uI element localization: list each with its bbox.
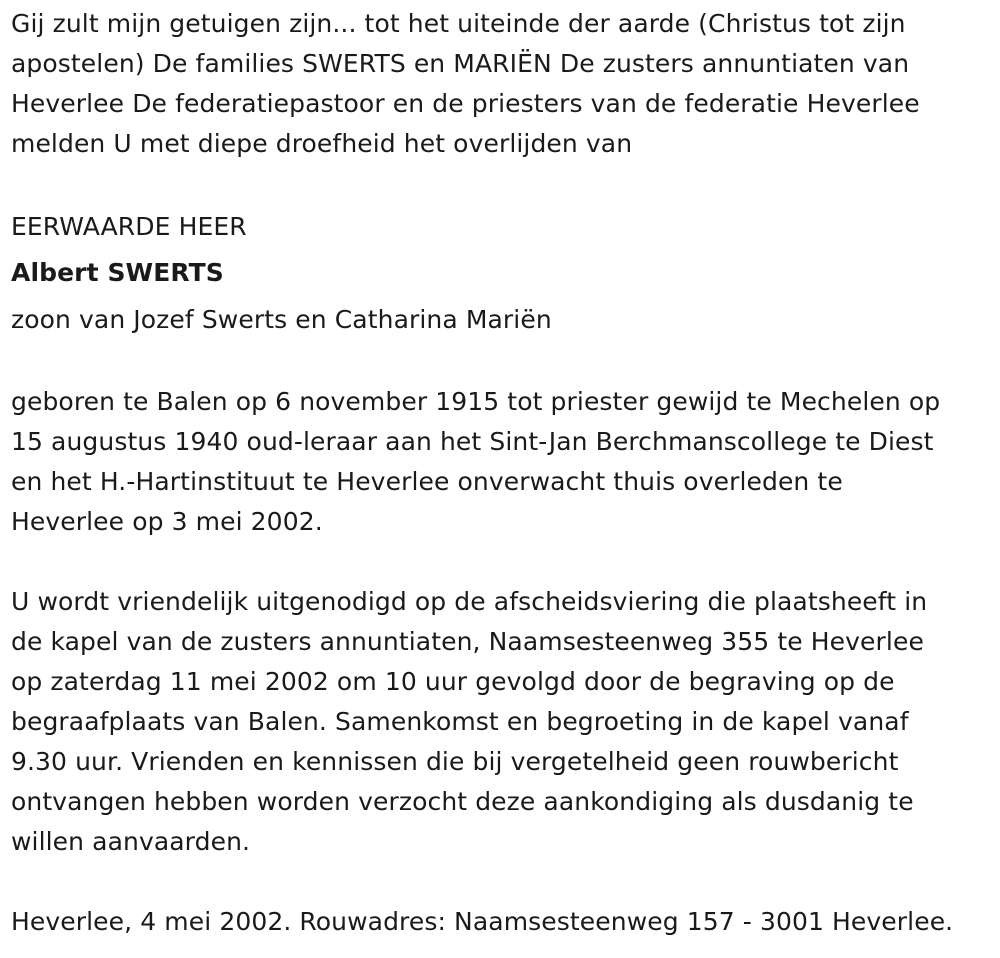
obituary-document	[11, 4, 996, 942]
paragraph-spacer	[11, 542, 996, 582]
deceased-parents: zoon van Jozef Swerts en Catharina Mariën	[11, 305, 552, 334]
paragraph-spacer	[11, 862, 996, 902]
ceremony-line: begraafplaats van Balen. Samenkomst en begroeting in de kapel vanaf	[11, 707, 909, 736]
ceremony-line: de kapel van de zusters annuntiaten, Naamsesteenweg 355 te Heverlee	[11, 627, 924, 656]
intro-line: Heverlee De federatiepastoor en de priesters van de federatie Heverlee	[11, 89, 920, 118]
paragraph-spacer	[11, 164, 996, 204]
intro-line: Gij zult mijn getuigen zijn... tot het uiteinde der aarde (Christus tot zijn	[11, 9, 906, 38]
biography-line: Heverlee op 3 mei 2002.	[11, 507, 323, 536]
ceremony-paragraph	[11, 582, 996, 862]
intro-line: melden U met diepe droefheid het overlijden van	[11, 129, 633, 158]
biography-paragraph	[11, 382, 996, 542]
intro-paragraph	[11, 4, 996, 164]
deceased-name: Albert SWERTS	[11, 258, 224, 287]
ceremony-line: willen aanvaarden.	[11, 827, 251, 856]
biography-line: 15 augustus 1940 oud-leraar aan het Sint-Jan Berchmanscollege te Diest	[11, 427, 934, 456]
footer-address: Heverlee, 4 mei 2002. Rouwadres: Naamsesteenweg 157 - 3001 Heverlee.	[11, 907, 954, 936]
ceremony-line: op zaterdag 11 mei 2002 om 10 uur gevolgd door de begraving op de	[11, 667, 895, 696]
ceremony-line: ontvangen hebben worden verzocht deze aankondiging als dusdanig te	[11, 787, 914, 816]
ceremony-line: 9.30 uur. Vrienden en kennissen die bij vergetelheid geen rouwbericht	[11, 747, 899, 776]
ceremony-line: U wordt vriendelijk uitgenodigd op de afscheidsviering die plaatsheeft in	[11, 587, 928, 616]
deceased-title: EERWAARDE HEER	[11, 212, 247, 241]
intro-line: apostelen) De families SWERTS en MARIËN De zusters annuntiaten van	[11, 49, 910, 78]
biography-line: geboren te Balen op 6 november 1915 tot priester gewijd te Mechelen op	[11, 387, 941, 416]
biography-line: en het H.-Hartinstituut te Heverlee onverwacht thuis overleden te	[11, 467, 843, 496]
paragraph-spacer	[11, 342, 996, 382]
deceased-block	[11, 204, 996, 342]
